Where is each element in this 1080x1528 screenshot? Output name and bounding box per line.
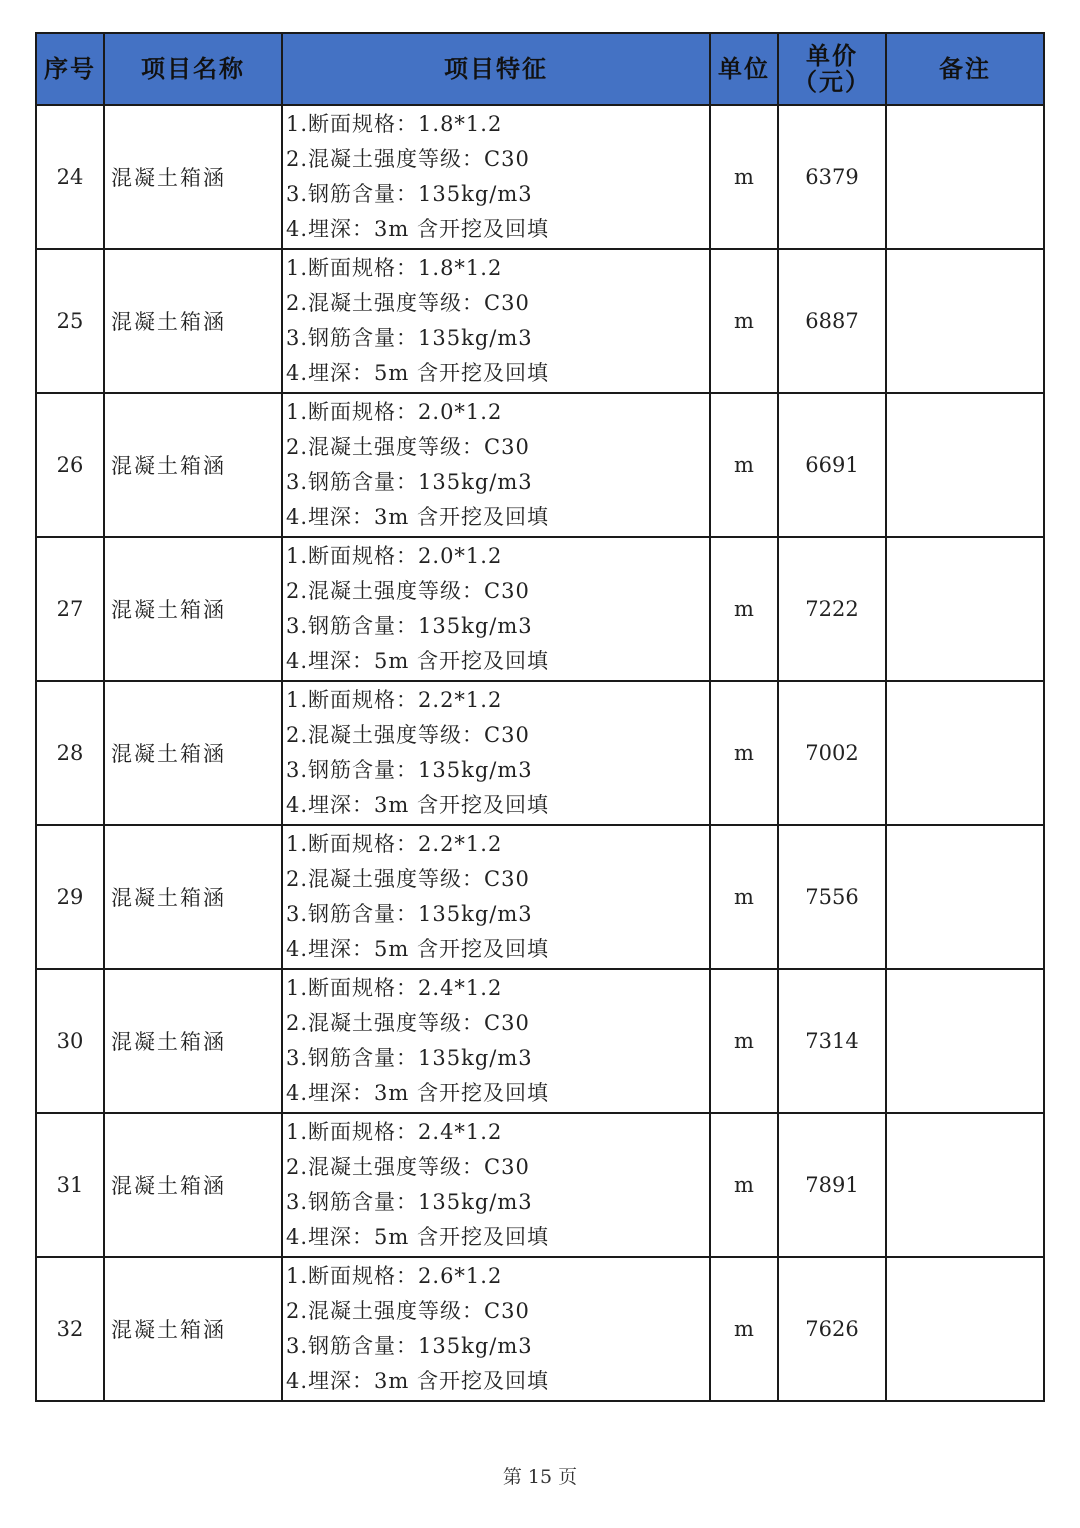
feature-line: 4.埋深：3m 含开挖及回填 <box>286 1369 549 1393</box>
feature-line: 4.埋深：3m 含开挖及回填 <box>286 217 549 241</box>
feature-line: 3.钢筋含量：135kg/m3 <box>286 614 533 638</box>
table-header-row <box>36 33 1044 105</box>
feature-line: 4.埋深：5m 含开挖及回填 <box>286 937 549 961</box>
cell-note <box>886 1113 1044 1257</box>
feature-line: 2.混凝土强度等级：C30 <box>286 867 530 891</box>
table-row <box>36 1257 1044 1401</box>
header-price <box>778 33 886 105</box>
cell-unit: m <box>710 825 778 969</box>
feature-line: 2.混凝土强度等级：C30 <box>286 435 530 459</box>
table-row <box>36 105 1044 249</box>
cell-features <box>282 105 710 249</box>
cell-note <box>886 393 1044 537</box>
cell-name: 混凝土箱涵 <box>104 105 282 249</box>
table-row <box>36 393 1044 537</box>
cell-unit: m <box>710 537 778 681</box>
feature-line: 4.埋深：5m 含开挖及回填 <box>286 361 549 385</box>
header-note: 备注 <box>886 33 1044 105</box>
feature-line: 1.断面规格：1.8*1.2 <box>286 256 503 280</box>
feature-line: 1.断面规格：2.2*1.2 <box>286 688 503 712</box>
cell-price: 7222 <box>778 537 886 681</box>
cell-features <box>282 825 710 969</box>
cell-unit: m <box>710 249 778 393</box>
cell-name: 混凝土箱涵 <box>104 969 282 1113</box>
feature-line: 1.断面规格：2.2*1.2 <box>286 832 503 856</box>
cell-unit: m <box>710 969 778 1113</box>
cell-seq: 27 <box>36 537 104 681</box>
cell-name: 混凝土箱涵 <box>104 249 282 393</box>
cell-unit: m <box>710 681 778 825</box>
cell-unit: m <box>710 1113 778 1257</box>
cell-unit: m <box>710 393 778 537</box>
table-row <box>36 969 1044 1113</box>
page-number: 第 15 页 <box>502 1466 578 1488</box>
feature-line: 2.混凝土强度等级：C30 <box>286 291 530 315</box>
cell-note <box>886 249 1044 393</box>
header-features: 项目特征 <box>282 33 710 105</box>
cell-note <box>886 1257 1044 1401</box>
feature-line: 4.埋深：3m 含开挖及回填 <box>286 1081 549 1105</box>
feature-line: 4.埋深：3m 含开挖及回填 <box>286 793 549 817</box>
cell-features <box>282 1113 710 1257</box>
cell-price: 7891 <box>778 1113 886 1257</box>
cell-note <box>886 105 1044 249</box>
feature-line: 4.埋深：3m 含开挖及回填 <box>286 505 549 529</box>
cell-note <box>886 969 1044 1113</box>
cell-price: 7556 <box>778 825 886 969</box>
cell-seq: 32 <box>36 1257 104 1401</box>
feature-line: 2.混凝土强度等级：C30 <box>286 579 530 603</box>
cell-name: 混凝土箱涵 <box>104 1257 282 1401</box>
feature-line: 2.混凝土强度等级：C30 <box>286 1011 530 1035</box>
cell-features <box>282 393 710 537</box>
feature-line: 3.钢筋含量：135kg/m3 <box>286 758 533 782</box>
cell-name: 混凝土箱涵 <box>104 393 282 537</box>
cell-seq: 25 <box>36 249 104 393</box>
feature-line: 2.混凝土强度等级：C30 <box>286 147 530 171</box>
header-name: 项目名称 <box>104 33 282 105</box>
feature-line: 4.埋深：5m 含开挖及回填 <box>286 649 549 673</box>
cell-price: 7002 <box>778 681 886 825</box>
cell-note <box>886 537 1044 681</box>
feature-line: 2.混凝土强度等级：C30 <box>286 723 530 747</box>
cell-name: 混凝土箱涵 <box>104 537 282 681</box>
cell-features <box>282 969 710 1113</box>
table-body <box>36 105 1044 1401</box>
cell-seq: 28 <box>36 681 104 825</box>
feature-line: 3.钢筋含量：135kg/m3 <box>286 902 533 926</box>
cell-features <box>282 249 710 393</box>
cell-seq: 26 <box>36 393 104 537</box>
feature-line: 1.断面规格：2.6*1.2 <box>286 1264 503 1288</box>
feature-line: 3.钢筋含量：135kg/m3 <box>286 1190 533 1214</box>
cell-unit: m <box>710 1257 778 1401</box>
feature-line: 2.混凝土强度等级：C30 <box>286 1155 530 1179</box>
cell-features <box>282 537 710 681</box>
feature-line: 1.断面规格：1.8*1.2 <box>286 112 503 136</box>
feature-line: 1.断面规格：2.0*1.2 <box>286 544 503 568</box>
feature-line: 1.断面规格：2.4*1.2 <box>286 1120 503 1144</box>
cell-seq: 29 <box>36 825 104 969</box>
price-table-container <box>35 32 1043 1402</box>
price-table <box>35 32 1045 1402</box>
cell-seq: 31 <box>36 1113 104 1257</box>
feature-line: 3.钢筋含量：135kg/m3 <box>286 1046 533 1070</box>
table-row <box>36 1113 1044 1257</box>
cell-name: 混凝土箱涵 <box>104 825 282 969</box>
feature-line: 3.钢筋含量：135kg/m3 <box>286 1334 533 1358</box>
cell-unit: m <box>710 105 778 249</box>
feature-line: 3.钢筋含量：135kg/m3 <box>286 326 533 350</box>
cell-features <box>282 681 710 825</box>
cell-price: 6691 <box>778 393 886 537</box>
cell-note <box>886 681 1044 825</box>
feature-line: 1.断面规格：2.0*1.2 <box>286 400 503 424</box>
cell-name: 混凝土箱涵 <box>104 681 282 825</box>
feature-line: 2.混凝土强度等级：C30 <box>286 1299 530 1323</box>
header-price-line2: （元） <box>793 67 871 96</box>
cell-price: 6887 <box>778 249 886 393</box>
table-row <box>36 825 1044 969</box>
cell-price: 7314 <box>778 969 886 1113</box>
cell-name: 混凝土箱涵 <box>104 1113 282 1257</box>
cell-price: 6379 <box>778 105 886 249</box>
feature-line: 3.钢筋含量：135kg/m3 <box>286 182 533 206</box>
header-price-line1: 单价 <box>806 41 858 70</box>
table-row <box>36 249 1044 393</box>
feature-line: 4.埋深：5m 含开挖及回填 <box>286 1225 549 1249</box>
cell-note <box>886 825 1044 969</box>
header-unit: 单位 <box>710 33 778 105</box>
feature-line: 1.断面规格：2.4*1.2 <box>286 976 503 1000</box>
cell-price: 7626 <box>778 1257 886 1401</box>
cell-seq: 30 <box>36 969 104 1113</box>
header-seq: 序号 <box>36 33 104 105</box>
feature-line: 3.钢筋含量：135kg/m3 <box>286 470 533 494</box>
cell-seq: 24 <box>36 105 104 249</box>
cell-features <box>282 1257 710 1401</box>
table-row <box>36 537 1044 681</box>
table-row <box>36 681 1044 825</box>
